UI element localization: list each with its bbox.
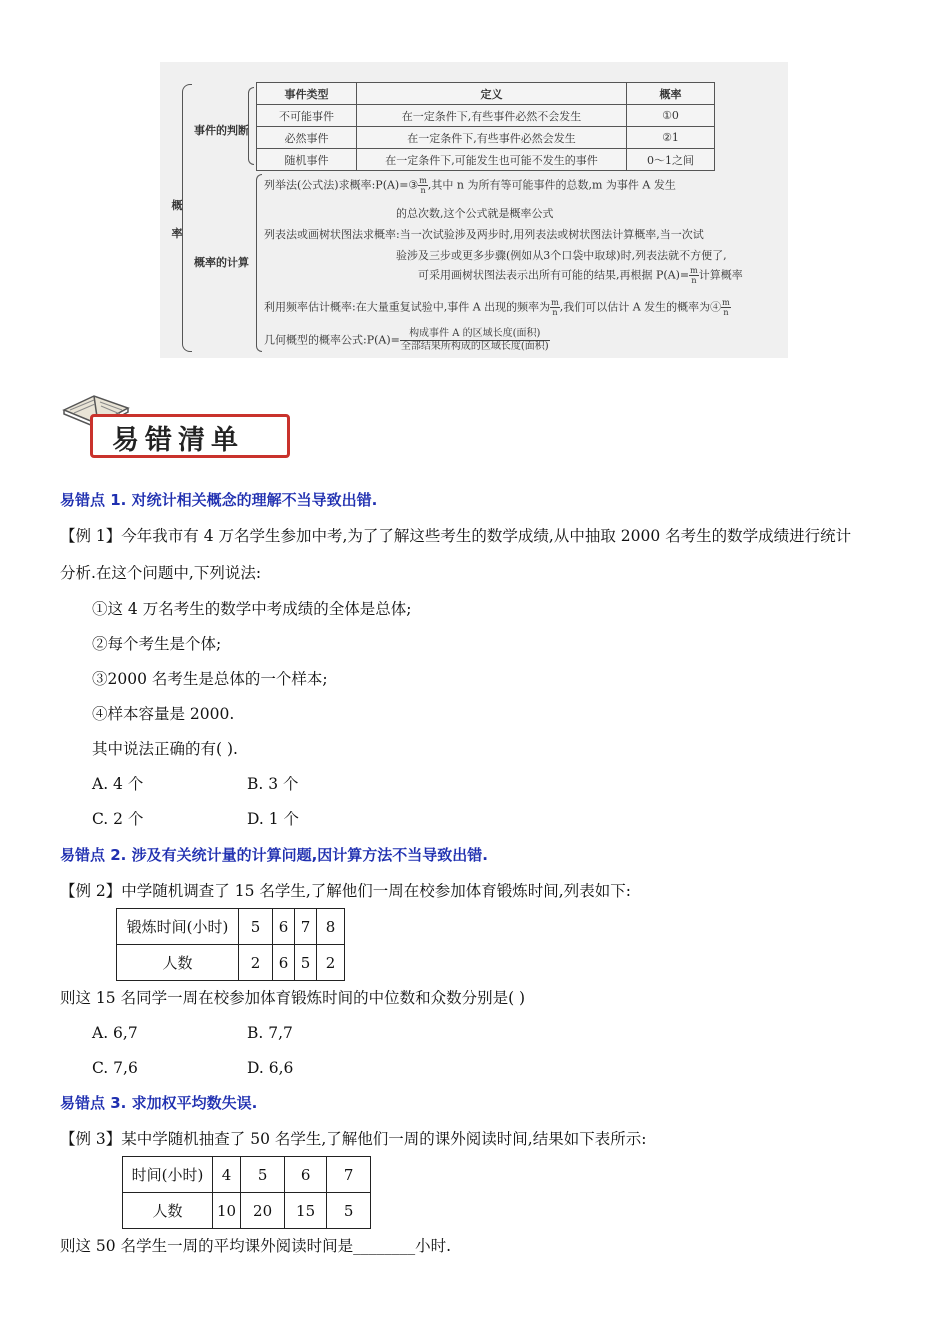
table-cell: 4 (213, 1157, 241, 1193)
reading-time-table (122, 1156, 371, 1229)
branch1-brace (248, 87, 254, 165)
fraction (721, 298, 731, 317)
table-cell: 锻炼时间(小时) (117, 909, 239, 945)
example-1-question: 其中说法正确的有( ). (92, 740, 238, 758)
table-row (117, 909, 345, 945)
table-header: 概率 (627, 83, 715, 105)
table-cell: 人数 (123, 1193, 213, 1229)
statement-2: ②每个考生是个体; (92, 635, 222, 653)
option-b: B. 7,7 (247, 1024, 293, 1042)
calc-text: 可采用画树状图法表示出所有可能的结果,再根据 P(A)= (418, 268, 690, 282)
table-cell: 0～1之间 (627, 149, 715, 171)
table-header: 定义 (357, 83, 627, 105)
table-cell: 7 (327, 1157, 371, 1193)
table-cell: ①0 (627, 105, 715, 127)
calc-text: 利用频率估计概率:在大量重复试验中,事件 A 出现的频率为 (264, 300, 551, 314)
fraction (550, 298, 560, 317)
error-point-3-heading: 易错点 3. 求加权平均数失误. (60, 1094, 258, 1112)
table-header: 事件类型 (257, 83, 357, 105)
calc-line-5 (418, 266, 743, 285)
numerator: 构成事件 A 的区域长度(面积) (400, 328, 550, 341)
statement-1: ①这 4 万名考生的数学中考成绩的全体是总体; (92, 600, 412, 618)
event-type-table (256, 82, 715, 171)
branch-event-judgement: 事件的判断 (194, 124, 249, 137)
denominator: n (552, 308, 558, 317)
table-row (257, 105, 715, 127)
denominator: n (723, 308, 729, 317)
calc-text: 列举法(公式法)求概率:P(A)=③ (264, 178, 419, 192)
table-cell: 在一定条件下,有些事件必然不会发生 (357, 105, 627, 127)
table-cell: 在一定条件下,可能发生也可能不发生的事件 (357, 149, 627, 171)
calc-line-2: 的总次数,这个公式就是概率公式 (396, 207, 554, 220)
table-cell: 不可能事件 (257, 105, 357, 127)
calc-line-4: 验涉及三步或更多步骤(例如从3个口袋中取球)时,列表法就不方便了, (396, 249, 727, 262)
numerator: m (690, 266, 698, 275)
option-a: A. 4 个 (92, 775, 144, 793)
table-cell: 5 (295, 945, 317, 981)
table-row (123, 1157, 371, 1193)
numerator: m (551, 298, 559, 307)
branch2-brace (256, 174, 262, 352)
option-a: A. 6,7 (92, 1024, 138, 1042)
probability-summary-figure (160, 62, 788, 358)
table-cell: 随机事件 (257, 149, 357, 171)
table-cell: 在一定条件下,有些事件必然会发生 (357, 127, 627, 149)
table-row (257, 127, 715, 149)
calc-text: 几何概型的概率公式:P(A)= (264, 333, 400, 347)
table-cell: ②1 (627, 127, 715, 149)
error-point-1-heading: 易错点 1. 对统计相关概念的理解不当导致出错. (60, 491, 378, 509)
branch-probability-calculation: 概率的计算 (194, 256, 249, 269)
table-cell: 必然事件 (257, 127, 357, 149)
calc-line-1 (264, 176, 676, 195)
table-cell: 20 (241, 1193, 285, 1229)
example-3-question: 则这 50 名学生一周的平均课外阅读时间是________小时. (60, 1237, 452, 1255)
exercise-time-table (116, 908, 345, 981)
denominator: n (420, 186, 426, 195)
table-cell: 7 (295, 909, 317, 945)
example-2-question: 则这 15 名同学一周在校参加体育锻炼时间的中位数和众数分别是( ) (60, 989, 526, 1007)
calc-text: 计算概率 (698, 268, 743, 282)
example-1-line-1: 【例 1】今年我市有 4 万名学生参加中考,为了了解这些考生的数学成绩,从中抽取 2000 名考生的数学成绩进行统计 (60, 527, 852, 545)
table-cell: 6 (273, 945, 295, 981)
fraction (418, 176, 428, 195)
fraction (689, 266, 699, 285)
statement-3: ③2000 名考生是总体的一个样本; (92, 670, 328, 688)
example-1-line-2: 分析.在这个问题中,下列说法: (60, 564, 262, 582)
calc-text: ,我们可以估计 A 发生的概率为④ (559, 300, 722, 314)
example-2-line-1: 【例 2】中学随机调查了 15 名学生,了解他们一周在校参加体育锻炼时间,列表如下: (60, 882, 631, 900)
denominator: 全部结果所构成的区域长度(面积) (400, 341, 549, 352)
table-cell: 10 (213, 1193, 241, 1229)
calc-line-6 (264, 298, 731, 317)
table-cell: 2 (317, 945, 345, 981)
table-row (257, 149, 715, 171)
table-cell: 15 (285, 1193, 327, 1229)
denominator: n (691, 276, 697, 285)
table-cell: 5 (241, 1157, 285, 1193)
numerator: m (419, 176, 427, 185)
numerator: m (722, 298, 730, 307)
banner-title: 易错清单 (112, 425, 244, 456)
table-header-row (257, 83, 715, 105)
table-cell: 人数 (117, 945, 239, 981)
fraction (400, 328, 550, 353)
option-d: D. 6,6 (247, 1059, 294, 1077)
calc-line-7 (264, 328, 550, 353)
figure-root-label: 概率 (171, 199, 183, 240)
table-row (123, 1193, 371, 1229)
example-3-line-1: 【例 3】某中学随机抽查了 50 名学生,了解他们一周的课外阅读时间,结果如下表所示: (60, 1130, 647, 1148)
option-c: C. 7,6 (92, 1059, 138, 1077)
table-cell: 6 (273, 909, 295, 945)
option-d: D. 1 个 (247, 810, 300, 828)
table-cell: 8 (317, 909, 345, 945)
calc-line-3: 列表法或画树状图法求概率:当一次试验涉及两步时,用列表法或树状图法计算概率,当一次试 (264, 228, 704, 241)
calc-text: ,其中 n 为所有等可能事件的总数,m 为事件 A 发生 (427, 178, 676, 192)
table-cell: 2 (239, 945, 273, 981)
table-cell: 5 (239, 909, 273, 945)
error-list-banner (60, 388, 292, 462)
table-cell: 6 (285, 1157, 327, 1193)
table-cell: 5 (327, 1193, 371, 1229)
table-cell: 时间(小时) (123, 1157, 213, 1193)
option-b: B. 3 个 (247, 775, 299, 793)
option-c: C. 2 个 (92, 810, 144, 828)
statement-4: ④样本容量是 2000. (92, 705, 235, 723)
error-point-2-heading: 易错点 2. 涉及有关统计量的计算问题,因计算方法不当导致出错. (60, 846, 488, 864)
table-row (117, 945, 345, 981)
